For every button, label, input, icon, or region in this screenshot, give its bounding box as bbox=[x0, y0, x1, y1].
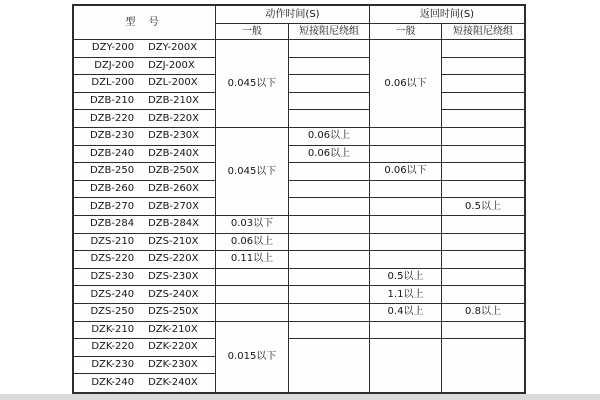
value-cell bbox=[289, 75, 370, 93]
value-cell: 0.015以下 bbox=[216, 322, 289, 392]
value-cell bbox=[289, 286, 370, 304]
value-cell: 0.5以上 bbox=[442, 198, 524, 216]
model-text: DZS-250 bbox=[90, 306, 135, 318]
model-text: DZJ-200 bbox=[94, 59, 135, 71]
model-text: DZB-260X bbox=[148, 183, 200, 195]
value-cell bbox=[289, 339, 370, 392]
value-cell bbox=[289, 269, 370, 287]
model-cell bbox=[74, 286, 216, 304]
model-text: DZY-200X bbox=[148, 42, 198, 54]
value-cell: 0.11以上 bbox=[216, 251, 289, 269]
model-column-header: 型 号 bbox=[74, 6, 216, 40]
value-cell: 0.8以上 bbox=[442, 304, 524, 322]
model-text: DZL-200X bbox=[148, 77, 198, 89]
value-cell bbox=[442, 163, 524, 181]
model-text: DZS-210X bbox=[148, 235, 199, 247]
value-cell bbox=[442, 58, 524, 76]
model-cell bbox=[74, 40, 216, 58]
value-cell bbox=[442, 93, 524, 111]
model-text: DZK-240X bbox=[148, 377, 198, 389]
model-text: DZL-200 bbox=[91, 77, 135, 89]
model-cell bbox=[74, 198, 216, 216]
value-cell: 0.5以上 bbox=[370, 269, 442, 287]
value-cell bbox=[442, 251, 524, 269]
value-cell bbox=[289, 58, 370, 76]
model-text: DZB-250 bbox=[89, 165, 135, 177]
value-cell bbox=[289, 251, 370, 269]
action-damped-winding-subheader: 短接阻尼绕组 bbox=[289, 24, 370, 40]
model-text: DZS-210 bbox=[90, 235, 135, 247]
model-text: DZK-230 bbox=[91, 359, 135, 371]
value-cell bbox=[370, 339, 442, 392]
model-cell bbox=[74, 163, 216, 181]
return-general-subheader: 一般 bbox=[370, 24, 442, 40]
value-cell: 0.045以下 bbox=[216, 40, 289, 128]
value-cell bbox=[442, 234, 524, 252]
spec-table bbox=[72, 4, 526, 394]
model-cell bbox=[74, 234, 216, 252]
value-cell bbox=[442, 322, 524, 340]
model-text: DZB-284 bbox=[89, 218, 135, 230]
value-cell bbox=[370, 251, 442, 269]
model-text: DZB-250X bbox=[148, 165, 200, 177]
model-cell bbox=[74, 322, 216, 340]
value-cell bbox=[442, 286, 524, 304]
value-cell bbox=[370, 216, 442, 234]
model-text: DZS-220X bbox=[148, 253, 199, 265]
value-cell bbox=[289, 163, 370, 181]
return-time-group-header: 返回时间(S) bbox=[370, 6, 524, 24]
model-text: DZK-220X bbox=[148, 341, 198, 353]
value-cell bbox=[442, 75, 524, 93]
model-text: DZS-220 bbox=[90, 253, 135, 265]
value-cell: 0.06以上 bbox=[289, 146, 370, 164]
value-cell bbox=[370, 234, 442, 252]
value-cell bbox=[289, 110, 370, 128]
value-cell: 0.06以下 bbox=[370, 40, 442, 128]
value-cell bbox=[289, 322, 370, 340]
model-text: DZY-200 bbox=[91, 42, 135, 54]
model-text: DZK-220 bbox=[91, 341, 135, 353]
model-text: DZB-260 bbox=[89, 183, 135, 195]
value-cell bbox=[289, 198, 370, 216]
value-cell bbox=[289, 234, 370, 252]
value-cell bbox=[289, 40, 370, 58]
value-cell bbox=[289, 93, 370, 111]
value-cell bbox=[370, 198, 442, 216]
model-text: DZK-210X bbox=[148, 323, 198, 335]
model-cell bbox=[74, 357, 216, 375]
model-text: DZS-250X bbox=[148, 306, 199, 318]
value-cell: 1.1以上 bbox=[370, 286, 442, 304]
model-text: DZB-270 bbox=[89, 200, 135, 212]
model-text: DZB-240 bbox=[89, 147, 135, 159]
value-cell bbox=[216, 304, 289, 322]
model-cell bbox=[74, 110, 216, 128]
value-cell: 0.03以下 bbox=[216, 216, 289, 234]
value-cell bbox=[442, 40, 524, 58]
model-text: DZS-230X bbox=[148, 271, 199, 283]
model-text: DZB-210X bbox=[148, 95, 200, 107]
return-damped-winding-subheader: 短接阻尼绕组 bbox=[442, 24, 524, 40]
model-cell bbox=[74, 339, 216, 357]
value-cell: 0.4以上 bbox=[370, 304, 442, 322]
value-cell bbox=[370, 322, 442, 340]
value-cell bbox=[216, 286, 289, 304]
model-text: DZB-230X bbox=[148, 130, 200, 142]
value-cell bbox=[442, 181, 524, 199]
value-cell bbox=[289, 216, 370, 234]
value-cell: 0.06以上 bbox=[289, 128, 370, 146]
model-text: DZS-230 bbox=[90, 271, 135, 283]
action-general-subheader: 一般 bbox=[216, 24, 289, 40]
value-cell: 0.06以上 bbox=[216, 234, 289, 252]
model-cell bbox=[74, 374, 216, 392]
model-text: DZS-240 bbox=[90, 288, 135, 300]
bottom-strip bbox=[0, 394, 600, 400]
model-text: DZB-284X bbox=[148, 218, 200, 230]
model-cell bbox=[74, 269, 216, 287]
value-cell bbox=[216, 269, 289, 287]
action-time-group-header: 动作时间(S) bbox=[216, 6, 370, 24]
model-text: DZB-210 bbox=[89, 95, 135, 107]
value-cell bbox=[442, 269, 524, 287]
model-cell bbox=[74, 146, 216, 164]
value-cell bbox=[289, 304, 370, 322]
value-cell bbox=[442, 216, 524, 234]
model-text: DZJ-200X bbox=[148, 59, 195, 71]
value-cell bbox=[370, 146, 442, 164]
model-cell bbox=[74, 93, 216, 111]
model-cell bbox=[74, 128, 216, 146]
model-cell bbox=[74, 58, 216, 76]
value-cell bbox=[442, 339, 524, 392]
model-text: DZS-240X bbox=[148, 288, 199, 300]
value-cell: 0.06以下 bbox=[370, 163, 442, 181]
model-text: DZK-210 bbox=[91, 323, 135, 335]
model-text: DZK-240 bbox=[91, 377, 135, 389]
value-cell bbox=[289, 181, 370, 199]
model-cell bbox=[74, 75, 216, 93]
model-text: DZB-270X bbox=[148, 200, 200, 212]
value-cell: 0.045以下 bbox=[216, 128, 289, 216]
value-cell bbox=[442, 128, 524, 146]
model-text: DZK-230X bbox=[148, 359, 198, 371]
value-cell bbox=[370, 181, 442, 199]
value-cell bbox=[442, 110, 524, 128]
model-text: DZB-240X bbox=[148, 147, 200, 159]
model-text: DZB-220X bbox=[148, 112, 200, 124]
model-cell bbox=[74, 216, 216, 234]
model-text: DZB-230 bbox=[89, 130, 135, 142]
model-cell bbox=[74, 181, 216, 199]
value-cell bbox=[370, 128, 442, 146]
model-cell bbox=[74, 251, 216, 269]
value-cell bbox=[442, 146, 524, 164]
model-cell bbox=[74, 304, 216, 322]
model-text: DZB-220 bbox=[89, 112, 135, 124]
